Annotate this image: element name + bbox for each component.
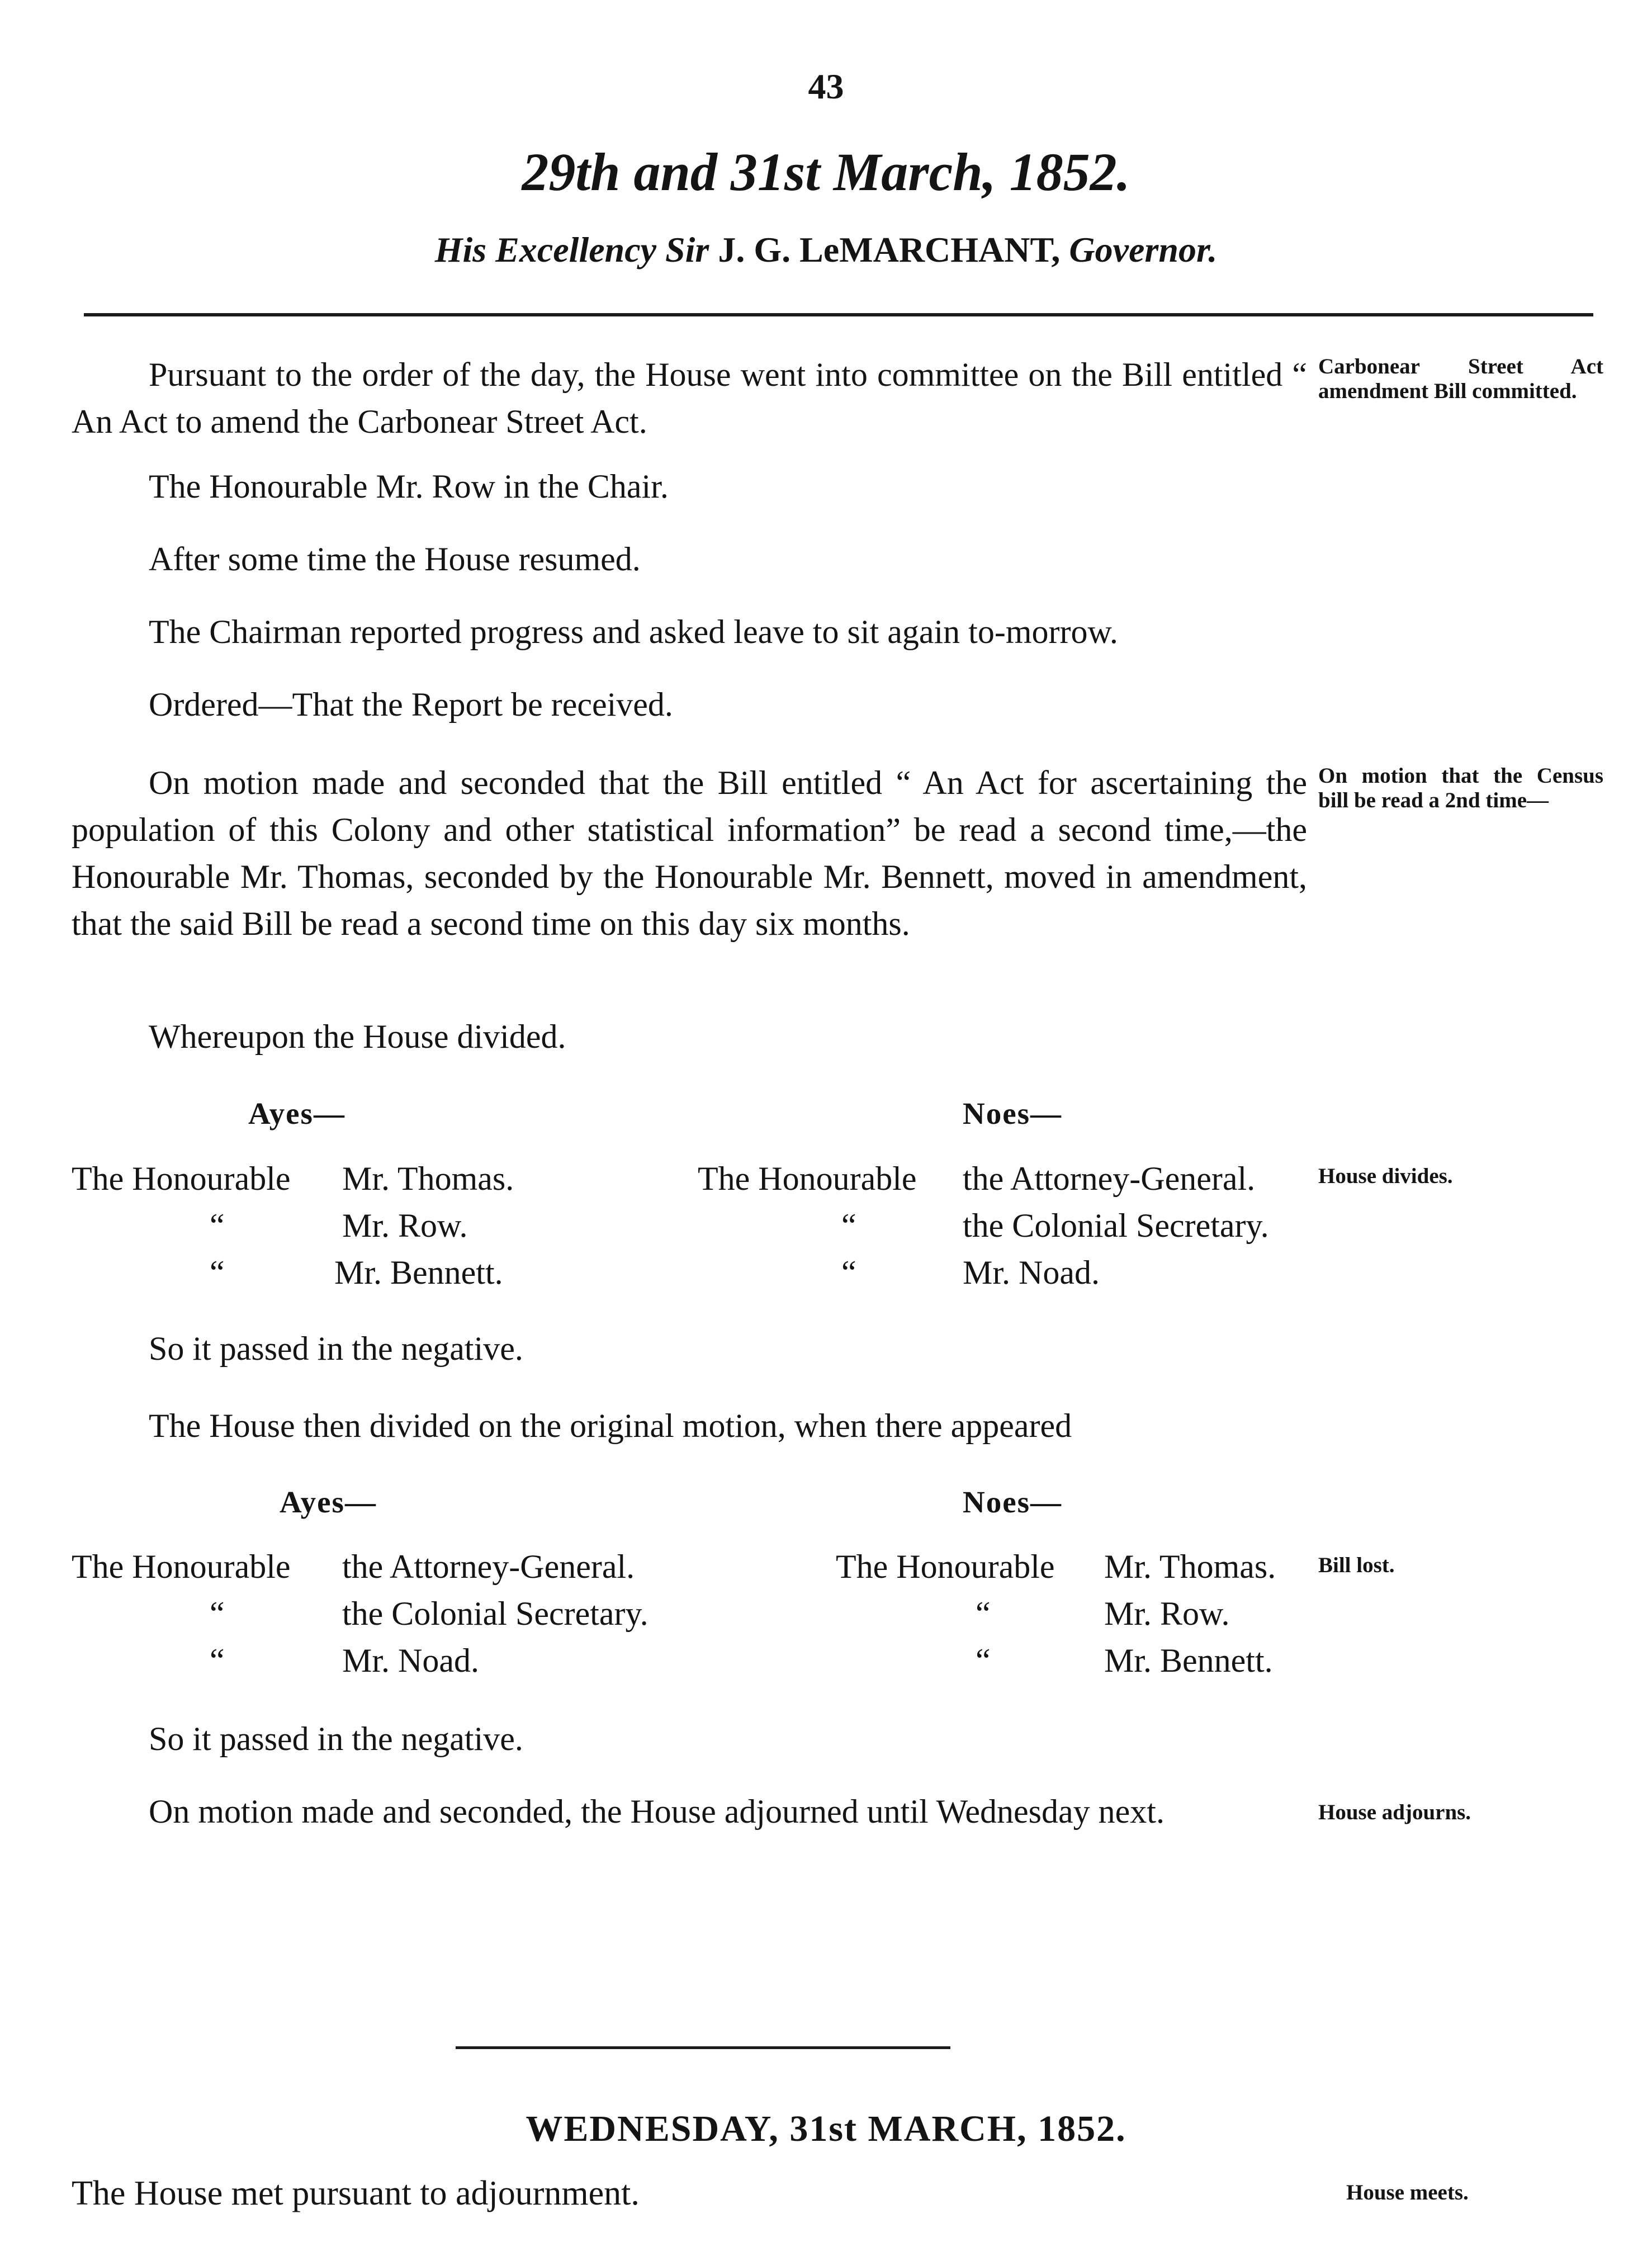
wednesday-title: WEDNESDAY, 31st MARCH, 1852. [526, 2108, 1126, 2149]
noes2-name-2: Mr. Row. [1104, 1595, 1230, 1632]
ayes1-name-2: Mr. Row. [342, 1207, 468, 1244]
ditto-mark: “ [210, 1642, 225, 1679]
ayes1-name-1: Mr. Thomas. [342, 1160, 514, 1197]
ayes1-row-1: The Honourable [72, 1160, 291, 1197]
header-rule [84, 313, 1593, 316]
ayes-heading-1: Ayes— [248, 1096, 345, 1130]
ayes1-name-3: Mr. Bennett. [334, 1254, 503, 1291]
paragraph-negative-1: So it passed in the negative. [149, 1330, 523, 1367]
paragraph-progress: The Chairman reported progress and asked leave to sit again to-morrow. [149, 613, 1118, 650]
paragraph-committee: Pursuant to the order of the day, the House went into committee on the Bill entitled “ An Act to amend the Carbonear Street Act. [72, 356, 1307, 440]
governor-prefix: His Excellency Sir [434, 230, 709, 269]
noes-heading-2: Noes— [963, 1485, 1063, 1519]
margin-note-meets: House meets. [1346, 2180, 1469, 2205]
paragraph-original-motion: The House then divided on the original motion, when there appeared [149, 1407, 1072, 1444]
margin-note-census: On motion that the Census bill be read a 2nd time— [1318, 764, 1603, 812]
margin-note-carbonear: Carbonear Street Act amendment Bill committed. [1318, 354, 1603, 403]
ditto-mark: “ [210, 1595, 225, 1632]
ditto-mark: “ [210, 1254, 225, 1291]
noes1-row-1: The Honourable [698, 1160, 917, 1197]
ditto-mark: “ [841, 1207, 856, 1244]
ayes2-name-1: the Attorney-General. [342, 1548, 635, 1585]
ditto-mark: “ [976, 1595, 991, 1632]
margin-note-divides: House divides. [1318, 1164, 1453, 1188]
ayes-heading-2: Ayes— [280, 1485, 377, 1519]
paragraph-adjourned: On motion made and seconded, the House adjourned until Wednesday next. [149, 1793, 1165, 1830]
governor-suffix: Governor. [1069, 230, 1218, 269]
paragraph-negative-2: So it passed in the negative. [149, 1720, 523, 1757]
noes1-name-3: Mr. Noad. [963, 1254, 1100, 1291]
ayes2-name-3: Mr. Noad. [342, 1642, 479, 1679]
margin-note-adjourns: House adjourns. [1318, 1800, 1471, 1824]
noes2-name-3: Mr. Bennett. [1104, 1642, 1273, 1679]
paragraph-chair: The Honourable Mr. Row in the Chair. [149, 468, 669, 505]
ditto-mark: “ [976, 1642, 991, 1679]
noes2-name-1: Mr. Thomas. [1104, 1548, 1276, 1585]
noes1-name-1: the Attorney-General. [963, 1160, 1256, 1197]
page-number: 43 [808, 67, 844, 106]
section-rule [456, 2046, 950, 2049]
ayes2-name-2: the Colonial Secretary. [342, 1595, 649, 1632]
paragraph-ordered: Ordered—That the Report be received. [149, 686, 673, 723]
noes2-prefix-1: The Honourable [836, 1548, 1055, 1585]
governor-line [0, 229, 1652, 271]
governor-name: J. G. LeMARCHANT, [718, 230, 1061, 269]
ditto-mark: “ [210, 1207, 225, 1244]
ayes2-prefix-1: The Honourable [72, 1548, 291, 1585]
paragraph-house-met: The House met pursuant to adjournment. [72, 2174, 640, 2212]
ditto-mark: “ [841, 1254, 856, 1291]
noes1-name-2: the Colonial Secretary. [963, 1207, 1269, 1244]
margin-note-bill-lost: Bill lost. [1318, 1553, 1395, 1577]
paragraph-divided: Whereupon the House divided. [149, 1018, 566, 1055]
date-title: 29th and 31st March, 1852. [522, 142, 1130, 202]
paragraph-resumed: After some time the House resumed. [149, 541, 641, 578]
paragraph-census-motion: On motion made and seconded that the Bill entitled “ An Act for ascertaining the population of this Colony and other statistical information” be read a second time,—the Honourable Mr. Thomas, seconded by the Honourable Mr. Bennett, moved in amendment, that the said Bill be read a second time on this day six months. [72, 764, 1307, 942]
noes-heading-1: Noes— [963, 1096, 1063, 1130]
